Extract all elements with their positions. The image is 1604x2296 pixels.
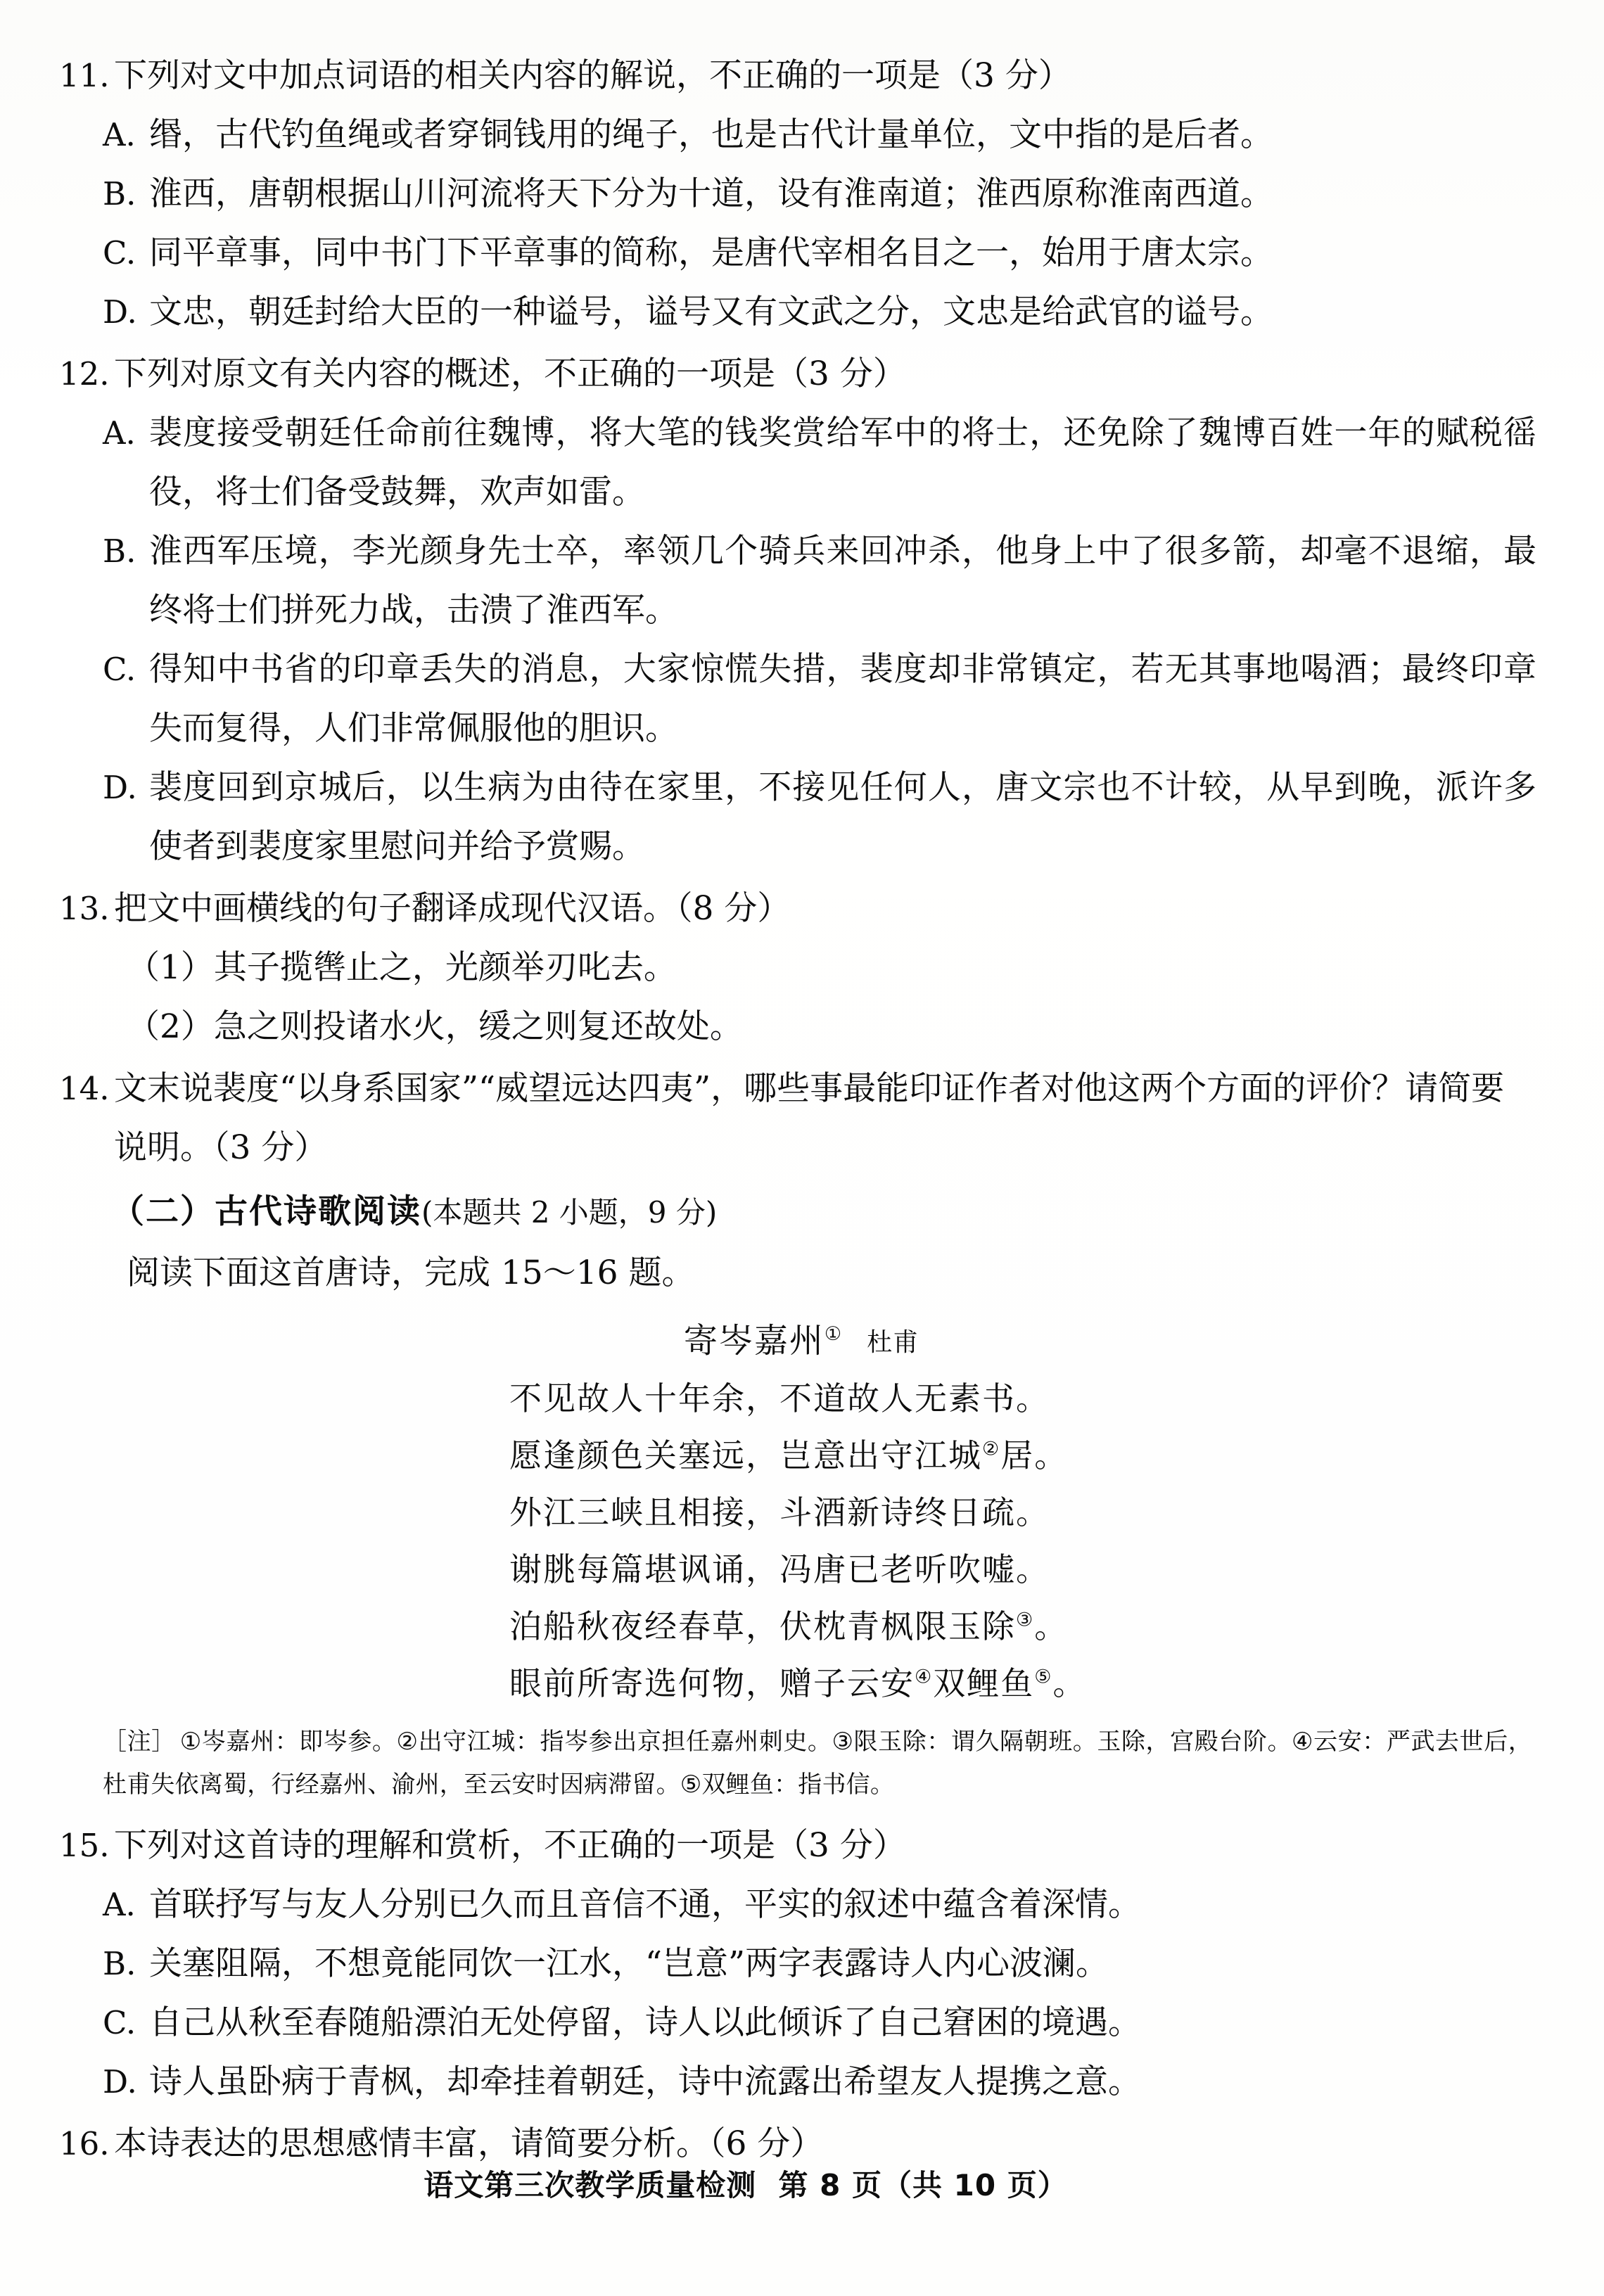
question-13 xyxy=(59,879,1536,938)
poem-line-1a: 不见故人十年余， xyxy=(509,1379,779,1417)
poem-line-3b: 斗酒新诗终日疏。 xyxy=(779,1493,1050,1531)
question-15-option-a[interactable] xyxy=(103,1875,1536,1934)
poem-line-2a: 愿逢颜色关塞远， xyxy=(509,1436,779,1474)
option-text: 关塞阻隔，不想竟能同饮一江水，“岂意”两字表露诗人内心波澜。 xyxy=(149,1944,1109,1983)
notes-text: ①岑嘉州：即岑参。②出守江城：指岑参出京担任嘉州刺史。③限玉除：谓久隔朝班。玉除，宫殿台阶。④云安：严武去世后，杜甫失依离蜀，行经嘉州、渝州，至云安时因病滞留。⑤双鲤鱼：指书信。 xyxy=(103,1728,1532,1799)
notes-label: ［注］ xyxy=(103,1728,176,1756)
option-text: 文忠，朝廷封给大臣的一种谥号，谥号又有文武之分，文忠是给武官的谥号。 xyxy=(149,293,1273,331)
section-two-meta: (本题共 2 小题，9 分) xyxy=(421,1195,718,1230)
question-number: 13. xyxy=(59,890,110,927)
poem-line-3a: 外江三峡且相接， xyxy=(509,1493,779,1531)
poem-note-marker-4: ④ xyxy=(915,1666,934,1688)
question-stem: 把文中画横线的句子翻译成现代汉语。（8 分） xyxy=(114,889,791,928)
question-11-option-a[interactable] xyxy=(103,106,1536,165)
question-12-option-c[interactable] xyxy=(103,640,1536,758)
poem-line-5a: 泊船秋夜经春草， xyxy=(509,1607,779,1645)
footer-page-number: 第 8 页 xyxy=(778,2168,883,2202)
option-letter: D. xyxy=(103,769,137,806)
poem-line-5b: 伏枕青枫限玉除 xyxy=(779,1607,1016,1645)
poem-line-5 xyxy=(59,1598,1536,1655)
poem-note-marker-5: ⑤ xyxy=(1034,1666,1053,1688)
question-11 xyxy=(59,46,1536,106)
question-11-option-c[interactable] xyxy=(103,224,1536,283)
option-letter: A. xyxy=(103,1886,136,1923)
option-letter: B. xyxy=(103,1945,136,1982)
poem-title-line xyxy=(59,1313,1536,1370)
question-stem: 下列对文中加点词语的相关内容的解说，不正确的一项是（3 分） xyxy=(114,56,1071,95)
question-12 xyxy=(59,345,1536,404)
footer-page-total: （共 10 页） xyxy=(882,2168,1068,2202)
option-text: 首联抒写与友人分别已久而且音信不通，平实的叙述中蕴含着深情。 xyxy=(149,1885,1141,1924)
option-letter: D. xyxy=(103,293,137,331)
poem-line-6a: 眼前所寄选何物， xyxy=(509,1664,779,1702)
poem-line-4a: 谢朓每篇堪讽诵， xyxy=(509,1550,779,1588)
poem-line-6tail: 。 xyxy=(1052,1664,1087,1702)
option-letter: B. xyxy=(103,532,136,570)
question-stem: 本诗表达的思想感情丰富，请简要分析。（6 分） xyxy=(114,2124,824,2163)
option-text: 淮西军压境，李光颜身先士卒，率领几个骑兵来回冲杀，他身上中了很多箭，却毫不退缩，最终将士们拼死力战，击溃了淮西军。 xyxy=(149,532,1536,630)
question-12-option-a[interactable] xyxy=(103,404,1536,522)
option-letter: C. xyxy=(103,234,136,272)
question-12-option-d[interactable] xyxy=(103,758,1536,876)
poem-title-note-marker: ① xyxy=(824,1323,844,1345)
section-two-label: （二） xyxy=(111,1192,215,1231)
option-letter: B. xyxy=(103,175,136,212)
poem-line-2tail: 居。 xyxy=(1000,1436,1069,1474)
option-text: 裴度回到京城后，以生病为由待在家里，不接见任何人，唐文宗也不计较，从早到晚，派许多使者到裴度家里慰问并给予赏赐。 xyxy=(149,768,1536,866)
question-number: 16. xyxy=(59,2125,110,2162)
option-text: 缗，古代钓鱼绳或者穿铜钱用的绳子，也是古代计量单位，文中指的是后者。 xyxy=(149,115,1273,154)
section-two-lead: 阅读下面这首唐诗，完成 15～16 题。 xyxy=(127,1254,695,1292)
question-15-option-b[interactable] xyxy=(103,1934,1536,1994)
poem-line-5tail: 。 xyxy=(1034,1607,1069,1645)
option-letter: D. xyxy=(103,2063,137,2100)
footer-exam-title: 语文第三次教学质量检测 xyxy=(424,2168,757,2202)
poem-line-6b: 赠子云安 xyxy=(779,1664,915,1702)
question-15-option-c[interactable] xyxy=(103,1994,1536,2053)
option-text: 得知中书省的印章丢失的消息，大家惊慌失措，裴度却非常镇定，若无其事地喝酒；最终印章失而复得，人们非常佩服他的胆识。 xyxy=(149,650,1536,748)
option-text: 裴度接受朝廷任命前往魏博，将大笔的钱奖赏给军中的将士，还免除了魏博百姓一年的赋税徭役，将士们备受鼓舞，欢声如雷。 xyxy=(149,414,1536,511)
option-text: 诗人虽卧病于青枫，却牵挂着朝廷，诗中流露出希望友人提携之意。 xyxy=(149,2062,1141,2101)
poem-line-1 xyxy=(59,1370,1536,1427)
question-15-option-d[interactable] xyxy=(103,2053,1536,2112)
question-number: 15. xyxy=(59,1827,110,1864)
option-text: 同平章事，同中书门下平章事的简称，是唐代宰相名目之一，始用于唐太宗。 xyxy=(149,234,1273,272)
option-text: 自己从秋至春随船漂泊无处停留，诗人以此倾诉了自己窘困的境遇。 xyxy=(149,2003,1141,2042)
poem-line-6 xyxy=(59,1655,1536,1712)
option-letter: A. xyxy=(103,414,136,452)
question-number: 11. xyxy=(59,57,110,94)
question-stem: 下列对原文有关内容的概述，不正确的一项是（3 分） xyxy=(114,355,906,393)
poem-line-4b: 冯唐已老听吹嘘。 xyxy=(779,1550,1050,1588)
poem-line-2 xyxy=(59,1427,1536,1484)
poem-notes xyxy=(59,1721,1536,1806)
poem-block xyxy=(59,1313,1536,1712)
option-letter: A. xyxy=(103,116,136,153)
question-13-subitem-1: （1）其子揽辔止之，光颜举刃叱去。 xyxy=(127,948,677,987)
question-11-option-d[interactable] xyxy=(103,283,1536,342)
poem-note-marker-3: ③ xyxy=(1016,1609,1035,1631)
section-two-heading xyxy=(111,1182,1536,1243)
question-15 xyxy=(59,1816,1536,1875)
poem-note-marker-2: ② xyxy=(982,1438,1001,1460)
option-letter: C. xyxy=(103,651,136,688)
poem-line-6mid: 双鲤鱼 xyxy=(933,1664,1035,1702)
page-footer xyxy=(0,2162,1604,2205)
question-13-subitem-2: （2）急之则投诸水火，缓之则复还故处。 xyxy=(127,1007,743,1046)
question-14 xyxy=(59,1059,1536,1178)
question-number: 14. xyxy=(59,1070,110,1107)
poem-line-3 xyxy=(59,1484,1536,1541)
poem-line-4 xyxy=(59,1541,1536,1598)
question-stem: 下列对这首诗的理解和赏析，不正确的一项是（3 分） xyxy=(114,1826,906,1865)
option-text: 淮西，唐朝根据山川河流将天下分为十道，设有淮南道；淮西原称淮南西道。 xyxy=(149,174,1273,213)
section-two-title: 古代诗歌阅读 xyxy=(215,1192,421,1231)
poem-line-1b: 不道故人无素书。 xyxy=(779,1379,1050,1417)
question-number: 12. xyxy=(59,355,110,393)
question-12-option-b[interactable] xyxy=(103,522,1536,640)
poem-line-2b: 岂意出守江城 xyxy=(779,1436,982,1474)
poem-title: 寄岑嘉州 xyxy=(683,1321,825,1360)
poem-author: 杜甫 xyxy=(867,1328,919,1357)
option-letter: C. xyxy=(103,2004,136,2041)
question-stem: 文末说裴度“以身系国家”“威望远达四夷”，哪些事最能印证作者对他这两个方面的评价？请简要说明。（3 分） xyxy=(114,1069,1505,1167)
question-11-option-b[interactable] xyxy=(103,165,1536,224)
